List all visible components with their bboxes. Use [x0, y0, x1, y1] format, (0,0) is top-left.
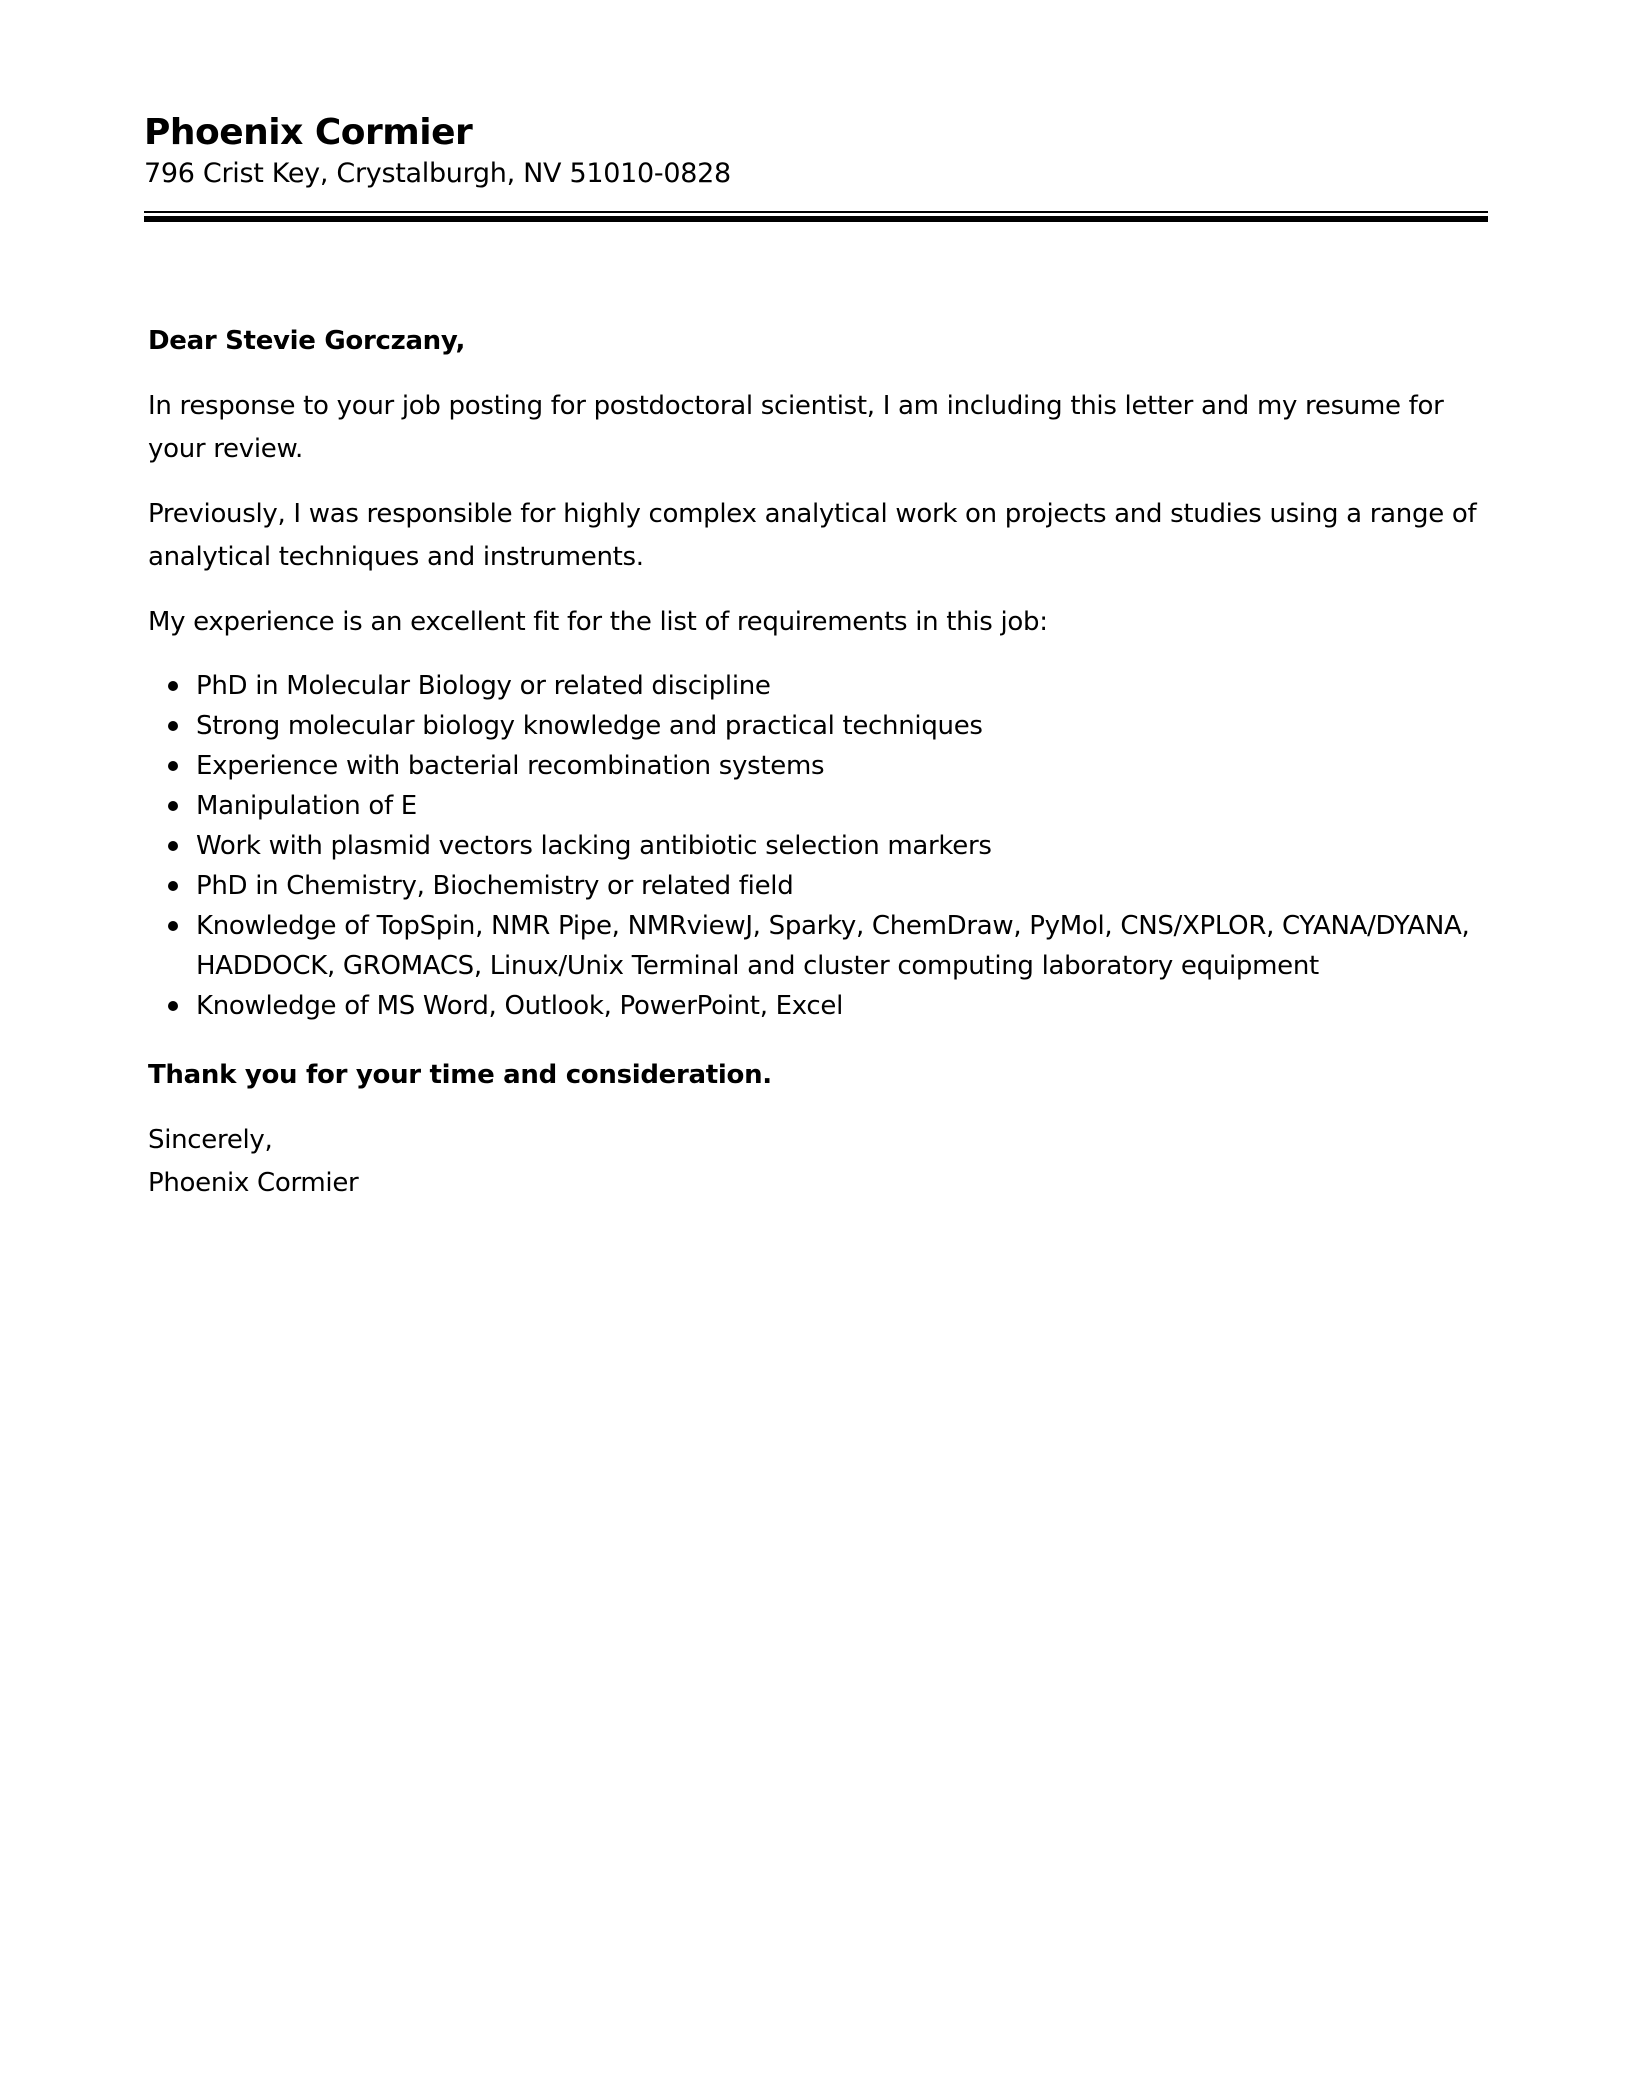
list-item — [148, 706, 1488, 746]
bullet-icon — [168, 1001, 178, 1011]
letter-header — [144, 110, 1488, 192]
list-item — [148, 786, 1488, 826]
signoff: Sincerely, — [148, 1125, 273, 1155]
paragraph-intro: In response to your job posting for postdoctoral scientist, I am including this letter and my resume for your review. — [148, 391, 1444, 464]
list-item-text: PhD in Molecular Biology or related discipline — [196, 671, 771, 701]
list-item — [148, 666, 1488, 706]
bullet-icon — [168, 681, 178, 691]
closing-line: Thank you for your time and consideration. — [148, 1060, 772, 1090]
list-item — [148, 826, 1488, 866]
paragraph-fit: My experience is an excellent fit for the list of requirements in this job: — [148, 607, 1048, 637]
signature: Phoenix Cormier — [148, 1168, 359, 1198]
list-item-text: Strong molecular biology knowledge and practical techniques — [196, 711, 983, 741]
bullet-icon — [168, 881, 178, 891]
sender-address: 796 Crist Key, Crystalburgh, NV 51010-0828 — [144, 158, 731, 189]
salutation: Dear Stevie Gorczany, — [148, 326, 466, 356]
list-item-text: Experience with bacterial recombination systems — [196, 751, 825, 781]
list-item — [148, 866, 1488, 906]
paragraph-experience: Previously, I was responsible for highly complex analytical work on projects and studies using a range of analytical techniques and instruments. — [148, 499, 1477, 572]
list-item-text: Knowledge of MS Word, Outlook, PowerPoint, Excel — [196, 991, 844, 1021]
bullet-icon — [168, 841, 178, 851]
list-item — [148, 906, 1488, 986]
header-divider — [144, 211, 1488, 222]
list-item-text: PhD in Chemistry, Biochemistry or related field — [196, 871, 794, 901]
divider-thick-line — [144, 216, 1488, 222]
letter-body — [148, 320, 1488, 1205]
list-item-text: Work with plasmid vectors lacking antibiotic selection markers — [196, 831, 992, 861]
requirements-list — [148, 666, 1488, 1026]
divider-thin-line — [144, 211, 1488, 213]
list-item — [148, 746, 1488, 786]
bullet-icon — [168, 721, 178, 731]
bullet-icon — [168, 921, 178, 931]
list-item — [148, 986, 1488, 1026]
list-item-text: Manipulation of E — [196, 791, 417, 821]
bullet-icon — [168, 761, 178, 771]
sender-name: Phoenix Cormier — [144, 112, 473, 153]
list-item-text: Knowledge of TopSpin, NMR Pipe, NMRviewJ, Sparky, ChemDraw, PyMol, CNS/XPLOR, CYANA/DYANA, HADDOCK, GROMACS, Linux/Unix Terminal and cluster computing laboratory equipment — [196, 911, 1470, 981]
bullet-icon — [168, 801, 178, 811]
